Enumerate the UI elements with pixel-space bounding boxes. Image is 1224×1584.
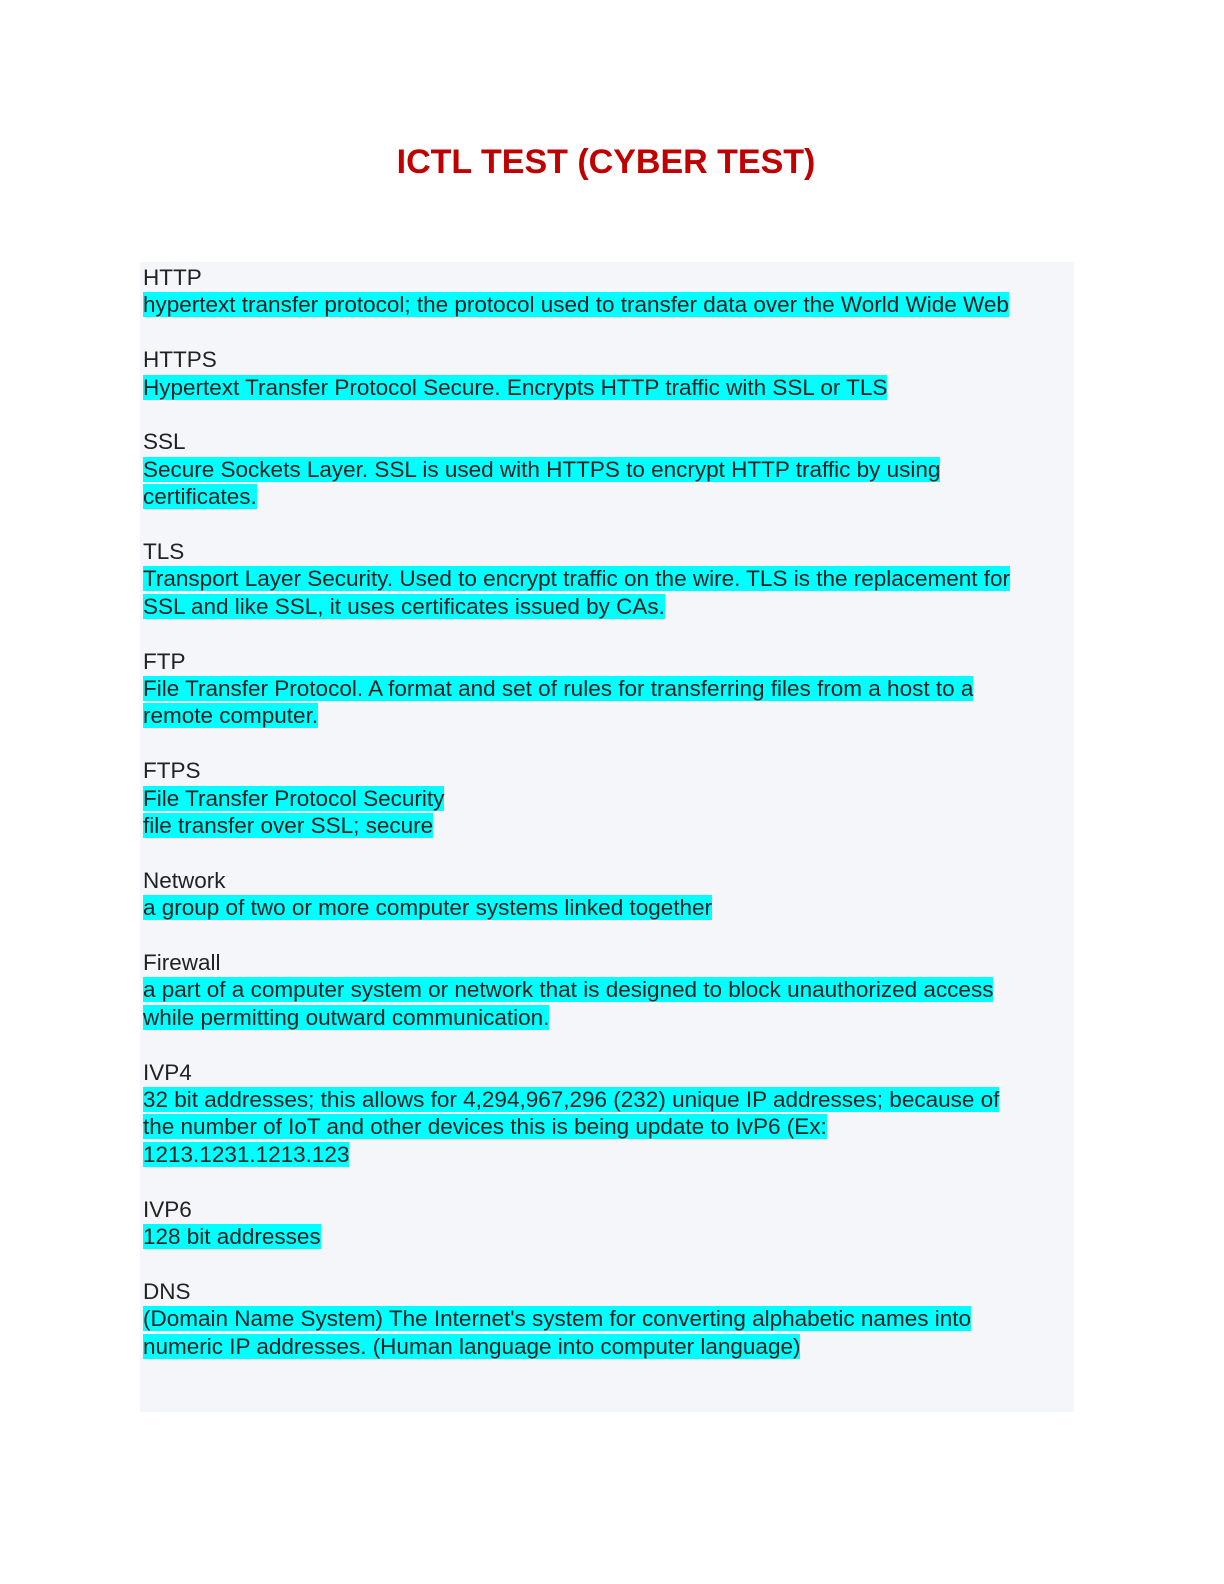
glossary-term: HTTP <box>143 265 202 290</box>
glossary-term: FTP <box>143 648 186 674</box>
glossary-term: Network <box>143 867 226 893</box>
highlighted-definition-text: File Transfer Protocol Security <box>143 785 445 811</box>
glossary-entry <box>143 1278 1073 1360</box>
highlighted-definition-text: a group of two or more computer systems linked together <box>143 895 713 921</box>
highlighted-definition-text: 128 bit addresses <box>143 1224 321 1250</box>
highlighted-definition-text: file transfer over SSL; secure <box>143 813 434 839</box>
glossary-definition-line <box>143 1141 1073 1168</box>
highlighted-definition-text: (Domain Name System) The Internet's system for converting alphabetic names into <box>143 1306 971 1332</box>
glossary-term: FTPS <box>143 758 201 784</box>
glossary-definition-line <box>143 702 1073 729</box>
highlighted-definition-text: certificates. <box>143 484 257 510</box>
glossary-definition-line <box>143 812 1073 839</box>
highlighted-definition-text: a part of a computer system or network that is designed to block unauthorized access <box>143 977 994 1003</box>
glossary-entry <box>143 264 1073 319</box>
glossary-definition-line <box>143 593 1073 620</box>
glossary-entry <box>143 1059 1073 1169</box>
glossary-term: HTTPS <box>143 347 217 373</box>
glossary-definition-line <box>143 1333 1073 1360</box>
highlighted-definition-text: hypertext transfer protocol; the protocol used to transfer data over the World Wide Web <box>143 292 1009 318</box>
glossary-definition-line <box>143 1305 1073 1332</box>
glossary-entry <box>143 648 1073 730</box>
glossary-entry <box>143 428 1073 510</box>
highlighted-definition-text: Secure Sockets Layer. SSL is used with HTTPS to encrypt HTTP traffic by using <box>143 456 941 482</box>
glossary-term: DNS <box>143 1278 191 1304</box>
highlighted-definition-text: the number of IoT and other devices this is being update to IvP6 (Ex: <box>143 1114 827 1140</box>
glossary-term: Firewall <box>143 950 221 976</box>
glossary-entry <box>143 867 1073 922</box>
glossary-term: IVP6 <box>143 1196 192 1222</box>
glossary-entry <box>143 346 1073 401</box>
glossary-definition-line <box>143 1086 1073 1113</box>
glossary-definition-line <box>143 1223 1073 1250</box>
page-title: ICTL TEST (CYBER TEST) <box>396 143 816 181</box>
highlighted-definition-text: Transport Layer Security. Used to encrypt traffic on the wire. TLS is the replacement for <box>143 566 1011 592</box>
glossary-definition-line <box>143 1004 1073 1031</box>
glossary-definition-line <box>143 1113 1073 1140</box>
glossary-definition-line <box>143 565 1073 592</box>
glossary-term: IVP4 <box>143 1059 192 1085</box>
glossary-definition-line <box>143 374 1073 401</box>
glossary-entry <box>143 949 1073 1031</box>
glossary-entry <box>143 757 1073 839</box>
glossary-entry <box>143 1196 1073 1251</box>
highlighted-definition-text: while permitting outward communication. <box>143 1004 550 1030</box>
glossary-definition-line <box>143 976 1073 1003</box>
highlighted-definition-text: remote computer. <box>143 703 319 729</box>
glossary-definition-line <box>143 675 1073 702</box>
glossary-term: SSL <box>143 429 186 455</box>
glossary-definition-line <box>143 483 1073 510</box>
highlighted-definition-text: numeric IP addresses. (Human language into computer language) <box>143 1333 801 1359</box>
glossary-definition-line <box>143 894 1073 921</box>
highlighted-definition-text: 1213.1231.1213.123 <box>143 1141 350 1167</box>
glossary-definition-line <box>143 785 1073 812</box>
glossary-list <box>143 264 1073 1387</box>
highlighted-definition-text: Hypertext Transfer Protocol Secure. Encrypts HTTP traffic with SSL or TLS <box>143 374 888 400</box>
highlighted-definition-text: 32 bit addresses; this allows for 4,294,967,296 (232) unique IP addresses; because of <box>143 1087 1000 1113</box>
highlighted-definition-text: SSL and like SSL, it uses certificates issued by CAs. <box>143 593 665 619</box>
glossary-entry <box>143 538 1073 620</box>
highlighted-definition-text: File Transfer Protocol. A format and set of rules for transferring files from a host to a <box>143 676 974 702</box>
glossary-term: TLS <box>143 539 185 565</box>
glossary-definition-line <box>143 456 1073 483</box>
glossary-definition-line <box>143 291 1073 318</box>
